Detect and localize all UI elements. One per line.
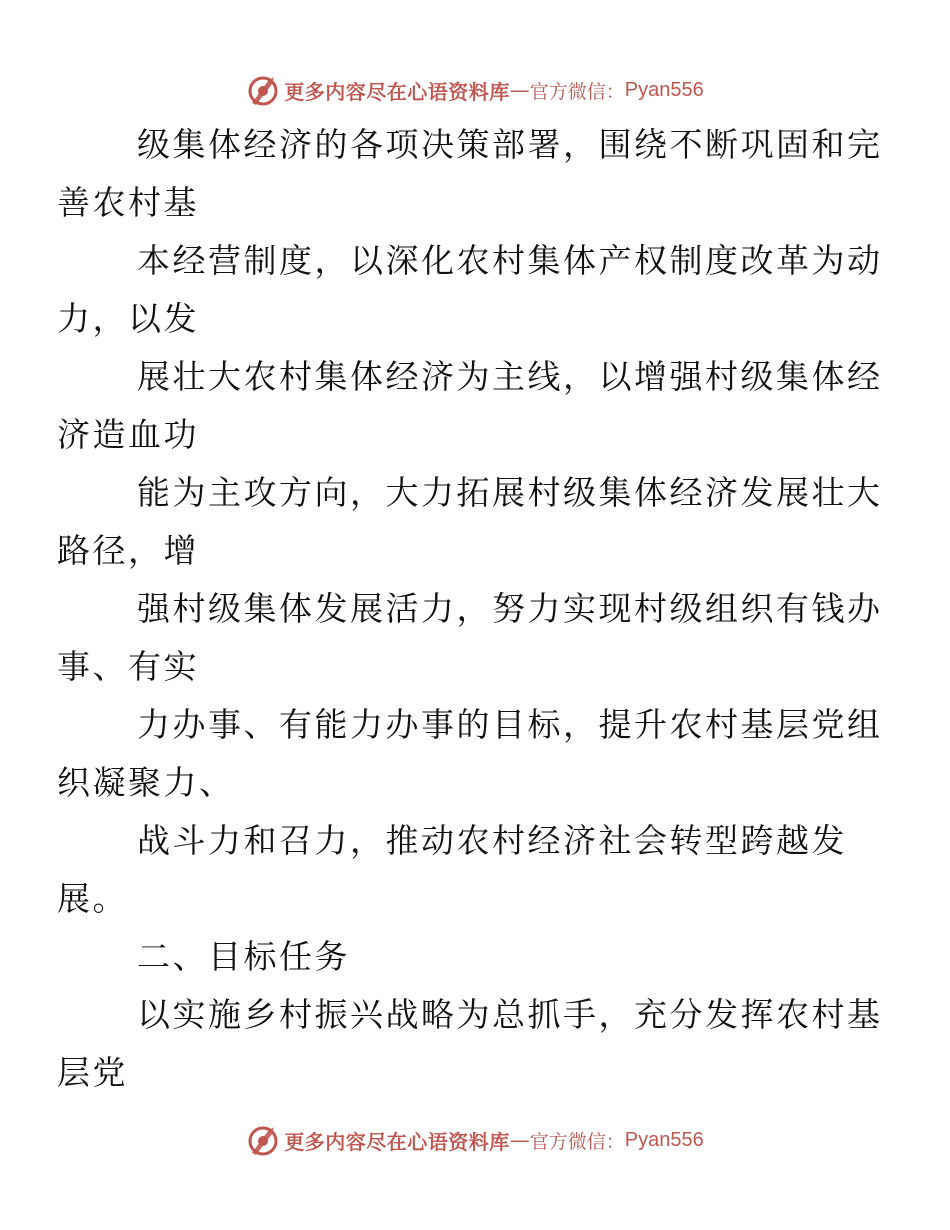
- paragraph-line-1: [57, 116, 883, 232]
- header-wechat-id: Pyan556: [624, 78, 704, 101]
- footer-separator: —: [509, 1128, 530, 1152]
- footer-wechat-id: Pyan556: [624, 1128, 704, 1151]
- line-6-first: 力办事、有能力办事的目标，提升农村基层党组: [137, 705, 883, 744]
- line-1-rest: 善农村基: [57, 183, 199, 222]
- line-7-rest: 展。: [57, 879, 128, 918]
- line-8-first: 以实施乡村振兴战略为总抓手，充分发挥农村基: [137, 995, 883, 1034]
- paragraph-line-7: [57, 812, 857, 928]
- line-4-rest: 路径，增: [57, 531, 199, 570]
- line-7-first: 战斗力和召力，推动农村经济社会转型跨越发: [137, 821, 847, 860]
- footer-watermark: [0, 1120, 950, 1160]
- line-5-rest: 事、有实: [57, 647, 199, 686]
- pen-logo-icon: [246, 1123, 280, 1157]
- header-separator: —: [509, 78, 530, 102]
- header-official-label: 官方微信：: [529, 80, 625, 103]
- line-3-rest: 济造血功: [57, 415, 199, 454]
- line-6-rest: 织凝聚力、: [57, 763, 235, 802]
- paragraph-line-5: [57, 580, 883, 696]
- line-1-first: 级集体经济的各项决策部署，围绕不断巩固和完: [137, 125, 883, 164]
- paragraph-line-6: [57, 696, 883, 812]
- line-2-first: 本经营制度，以深化农村集体产权制度改革为动: [137, 241, 883, 280]
- paragraph-line-2: [57, 232, 883, 348]
- header-promo-text: 更多内容尽在心语资料库: [284, 79, 510, 104]
- line-5-first: 强村级集体发展活力，努力实现村级组织有钱办: [137, 589, 883, 628]
- line-8-rest: 层党: [57, 1053, 128, 1092]
- paragraph-line-3: [57, 348, 883, 464]
- footer-official-label: 官方微信：: [529, 1130, 625, 1153]
- line-4-first: 能为主攻方向，大力拓展村级集体经济发展壮大: [137, 473, 883, 512]
- line-2-rest: 力，以发: [57, 299, 199, 338]
- paragraph-line-4: [57, 464, 883, 580]
- section-heading: 二、目标任务: [137, 937, 350, 976]
- pen-logo-icon: [246, 73, 280, 107]
- paragraph-line-8: [57, 986, 883, 1102]
- document-body: [57, 116, 883, 1102]
- footer-promo-text: 更多内容尽在心语资料库: [284, 1129, 510, 1154]
- header-watermark: [0, 70, 950, 110]
- line-3-first: 展壮大农村集体经济为主线，以增强村级集体经: [137, 357, 883, 396]
